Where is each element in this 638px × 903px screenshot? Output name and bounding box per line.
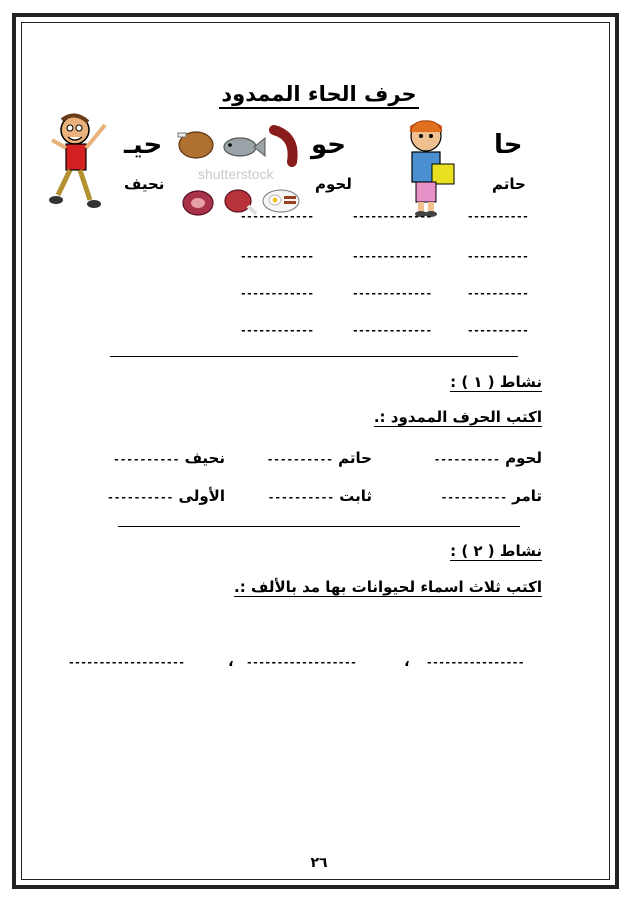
practice-dash: ------------ <box>240 287 314 300</box>
watermark-text: shutterstock <box>198 166 274 182</box>
word-hatem: حاتم <box>492 175 526 193</box>
exercise-item: ثابت ---------- <box>267 487 372 505</box>
running-boy-illustration <box>50 110 110 215</box>
schoolboy-illustration <box>398 116 460 218</box>
answer-blank: ---------------- <box>426 656 524 669</box>
exercise-item: تامر ---------- <box>440 487 542 505</box>
word-naheef: نحيف <box>124 175 165 193</box>
practice-dash: ---------- <box>467 324 529 337</box>
divider <box>118 526 520 527</box>
page-title: حرف الحاء الممدود <box>0 82 638 106</box>
divider <box>110 356 518 357</box>
fish-icon <box>222 134 266 160</box>
comma-separator: ، <box>404 652 410 670</box>
exercise-item: لحوم ---------- <box>433 449 542 467</box>
practice-dash: ------------ <box>240 210 314 223</box>
answer-blank: ------------------ <box>246 656 357 669</box>
practice-dash: ---------- <box>467 250 529 263</box>
practice-dash: ------------- <box>352 287 432 300</box>
activity2-instruction: اكتب ثلاث اسماء لحيوانات بها مد بالألف :. <box>234 578 542 596</box>
answer-blank: ------------------- <box>68 656 185 669</box>
sausage-icon <box>268 124 300 166</box>
ham-icon <box>180 186 216 218</box>
practice-dash: ------------ <box>240 324 314 337</box>
exercise-item: حاتم ---------- <box>266 449 372 467</box>
practice-dash: ------------- <box>352 210 432 223</box>
activity1-title: نشاط ( ١ ) : <box>450 373 542 391</box>
page-number: ٢٦ <box>310 855 328 871</box>
word-luhoom: لحوم <box>315 175 352 193</box>
activity2-title: نشاط ( ٢ ) : <box>450 542 542 560</box>
chicken-icon <box>176 127 216 161</box>
letter-end: حا <box>494 130 523 160</box>
activity1-instruction: اكتب الحرف الممدود :. <box>373 408 542 426</box>
practice-dash: ---------- <box>467 210 529 223</box>
practice-dash: ------------ <box>240 250 314 263</box>
comma-separator: ، <box>228 652 234 670</box>
letter-middle: حو <box>311 130 347 160</box>
practice-dash: ---------- <box>467 287 529 300</box>
letter-start: حيـ <box>124 130 163 160</box>
practice-dash: ------------- <box>352 250 432 263</box>
exercise-item: نحيف ---------- <box>113 449 225 467</box>
exercise-item: الأولى ---------- <box>107 487 225 505</box>
practice-dash: ------------- <box>352 324 432 337</box>
